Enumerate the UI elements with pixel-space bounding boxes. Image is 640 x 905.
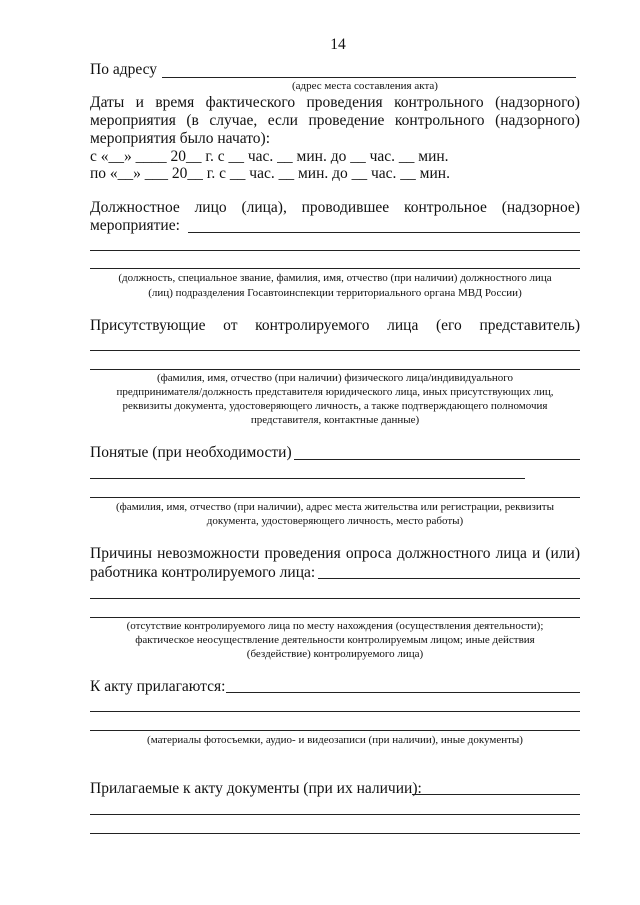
attached-docs-label: Прилагаемые к акту документы (при их наличии): — [90, 780, 422, 797]
witnesses-caption-2: документа, удостоверяющего личность, место работы) — [206, 515, 464, 527]
witnesses-field-line[interactable] — [90, 497, 580, 498]
reasons-field-line[interactable] — [90, 617, 580, 618]
dates-heading-line2: мероприятия (в случае, если проведение контрольного (надзорного) — [90, 112, 580, 129]
attached-field-line[interactable] — [90, 730, 580, 731]
reasons-field-line[interactable] — [90, 598, 580, 599]
witnesses-caption-1: (фамилия, имя, отчество (при наличии), адрес места жительства или регистрации, реквизиты — [116, 501, 554, 513]
official-caption-2: (лиц) подразделения Госавтоинспекции территориального органа МВД России) — [148, 287, 522, 299]
dates-heading-line3: мероприятия было начато): — [90, 130, 271, 147]
official-extra-line[interactable] — [90, 268, 580, 269]
present-line1: Присутствующие от контролируемого лица (его представитель) — [90, 317, 580, 334]
attached-docs-field-line[interactable] — [412, 794, 580, 795]
present-caption-1: (фамилия, имя, отчество (при наличии) физического лица/индивидуального — [156, 372, 514, 384]
attached-docs-field-line[interactable] — [90, 814, 580, 815]
address-label: По адресу — [90, 61, 158, 78]
address-line[interactable] — [162, 77, 576, 78]
witnesses-label: Понятые (при необходимости) — [90, 444, 292, 461]
reasons-line1: Причины невозможности проведения опроса должностного лица и (или) — [90, 545, 580, 562]
reasons-caption-2: фактическое неосуществление деятельности контролируемым лицом; иные действия — [135, 634, 535, 646]
reasons-line2: работника контролируемого лица: — [90, 564, 316, 581]
present-caption-4: представителя, контактные данные) — [250, 414, 420, 426]
attached-label: К акту прилагаются: — [90, 678, 226, 695]
reasons-caption-3: (бездействие) контролируемого лица) — [246, 648, 424, 660]
present-field-line[interactable] — [90, 369, 580, 370]
attached-field-line[interactable] — [90, 711, 580, 712]
reasons-caption-1: (отсутствие контролируемого лица по месту нахождения (осуществления деятельности); — [126, 620, 544, 632]
address-caption: (адрес места составления акта) — [292, 80, 438, 92]
present-caption-3: реквизиты документа, удостоверяющего личность, а также подтверждающего полномочия — [122, 400, 548, 412]
date-to-row[interactable]: по «__» ___ 20__ г. с __ час. __ мин. до __ час. __ мин. — [90, 165, 450, 182]
attached-docs-field-line[interactable] — [90, 833, 580, 834]
dates-heading-line1: Даты и время фактического проведения контрольного (надзорного) — [90, 94, 580, 111]
official-extra-line[interactable] — [90, 250, 580, 251]
official-field-line[interactable] — [188, 232, 580, 233]
attached-caption: (материалы фотосъемки, аудио- и видеозаписи (при наличии), иные документы) — [147, 734, 523, 746]
official-caption-1: (должность, специальное звание, фамилия, имя, отчество (при наличии) должностного лица — [118, 272, 552, 284]
page-number: 14 — [330, 36, 346, 53]
attached-field-line[interactable] — [226, 692, 580, 693]
witnesses-field-line[interactable] — [90, 478, 525, 479]
present-caption-2: предпринимателя/должность представителя юридического лица, иных присутствующих лиц, — [116, 386, 554, 398]
date-from-row[interactable]: с «__» ____ 20__ г. с __ час. __ мин. до __ час. __ мин. — [90, 148, 449, 165]
present-field-line[interactable] — [90, 350, 580, 351]
witnesses-field-line[interactable] — [294, 459, 580, 460]
official-line1: Должностное лицо (лица), проводившее контрольное (надзорное) — [90, 199, 580, 216]
official-line2: мероприятие: — [90, 217, 180, 234]
reasons-field-line[interactable] — [318, 578, 580, 579]
